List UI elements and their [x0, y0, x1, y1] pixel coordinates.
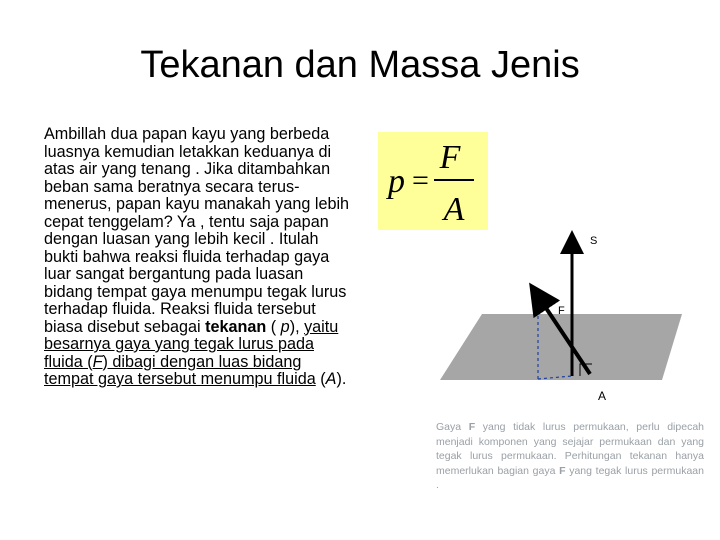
diagram-caption — [436, 420, 704, 493]
symbol-F: F — [92, 352, 103, 371]
symbol-p: p — [280, 317, 290, 336]
symbol-A: A — [325, 370, 337, 388]
formula-equals: = — [412, 164, 429, 197]
caption-text: yang tegak lurus permukaan . — [436, 464, 704, 491]
caption-text: yang tidak lurus permukaan, perlu dipecah menjadi komponen yang sejajar permukaan dan yang tegak lurus permukaan. Perhitungan tekanan hanya memerlukan bagian gaya — [436, 421, 704, 477]
paragraph-text: ), — [289, 317, 300, 336]
paragraph-text: ( — [315, 370, 326, 388]
paragraph-text: ). — [336, 370, 347, 388]
slide-title: Tekanan dan Massa Jenis — [140, 44, 580, 86]
term-tekanan: tekanan — [205, 317, 267, 336]
formula-svg — [378, 132, 488, 230]
formula-denominator: A — [443, 191, 465, 228]
paragraph-text: Ambillah dua papan kayu yang berbeda luasnya kemudian letakkan keduanya di atas air yang tenang . Jika ditambahkan beban sama beratnya secara terus-menerus, papan kayu manakah yang lebih cepat tenggelam? Ya , tentu saja papan dengan luasan yang lebih kecil . Itulah bukti bahwa reaksi fluida terhadap gaya luar sangat bergantung pada luasan bidang tempat gaya menumpu tegak lurus terhadap fluida. Reaksi fluida tersebut biasa disebut sebagai — [44, 125, 350, 336]
paragraph-text: ( — [266, 317, 281, 336]
definition-part: ) dibagi dengan luas bidang tempat gaya tersebut menumpu fluida — [44, 352, 316, 388]
formula-lhs: p — [388, 163, 405, 200]
definition-part: yaitu besarnya gaya yang tegak lurus pada fluida ( — [44, 317, 339, 371]
surface-plane — [440, 314, 682, 380]
label-s: S — [590, 235, 598, 247]
label-a: A — [598, 389, 607, 403]
force-diagram — [420, 228, 720, 418]
caption-text: Gaya — [436, 421, 469, 433]
pressure-formula — [378, 132, 488, 230]
label-f: F — [558, 305, 565, 317]
caption-symbol-F: F — [468, 421, 476, 433]
caption-symbol-F: F — [559, 464, 566, 477]
formula-numerator: F — [439, 139, 461, 176]
body-paragraph — [44, 126, 354, 389]
